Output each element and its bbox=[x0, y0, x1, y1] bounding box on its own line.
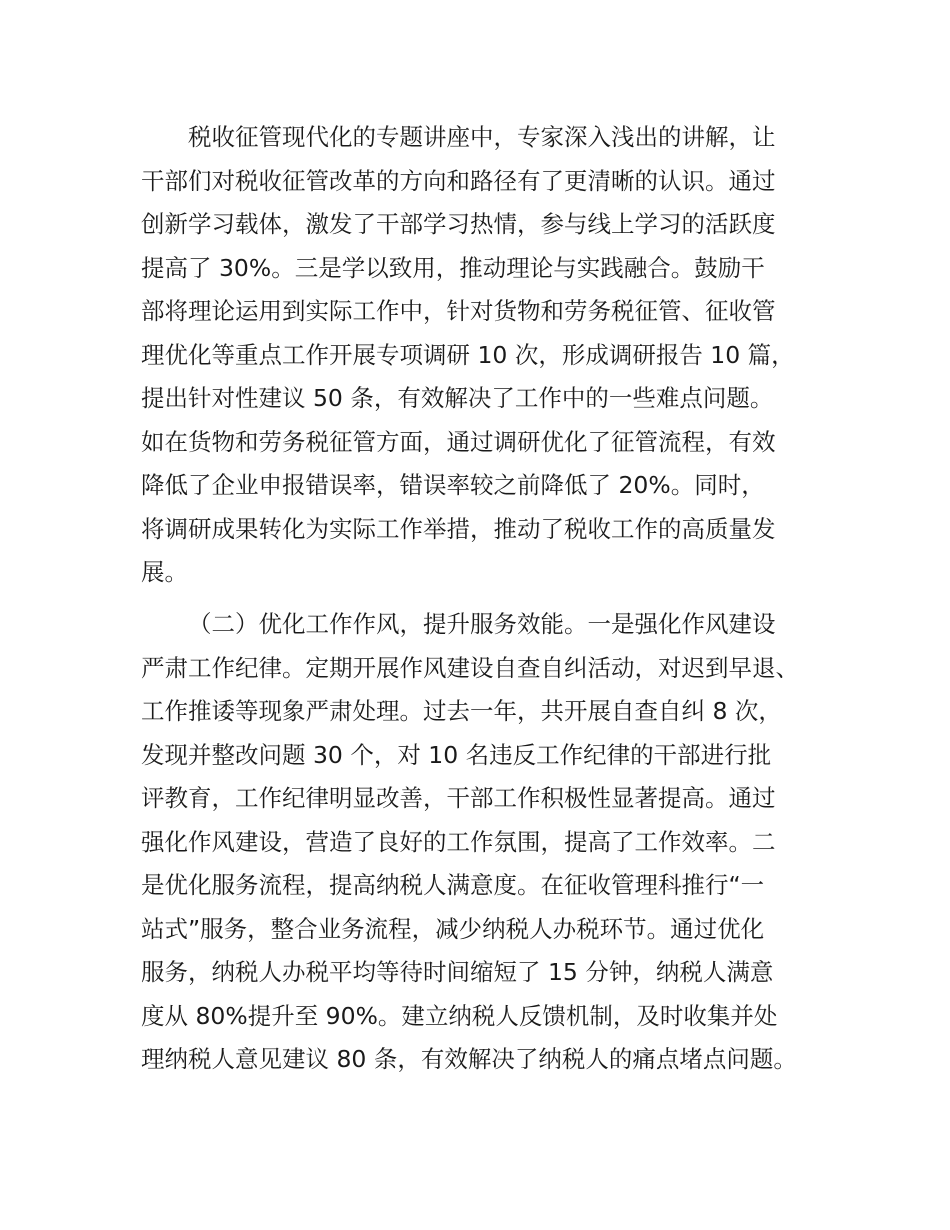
paragraph-line: 理纳税人意见建议 80 条，有效解决了纳税人的痛点堵点问题。 bbox=[141, 1045, 797, 1073]
paragraph-line: 工作推诿等现象严肃处理。过去一年，共开展自查自纠 8 次， bbox=[141, 697, 782, 725]
paragraph-line: （二）优化工作作风，提升服务效能。一是强化作风建设 bbox=[188, 610, 776, 638]
paragraph-work-style bbox=[141, 603, 841, 1082]
paragraph-line: 服务，纳税人办税平均等待时间缩短了 15 分钟，纳税人满意 bbox=[141, 958, 774, 986]
paragraph-line: 发现并整改问题 30 个，对 10 名违反工作纪律的干部进行批 bbox=[141, 740, 772, 769]
paragraph-line: 如在货物和劳务税征管方面，通过调研优化了征管流程，有效 bbox=[141, 427, 776, 456]
paragraph-line: 展。 bbox=[141, 558, 188, 586]
paragraph-line: 税收征管现代化的专题讲座中，专家深入浅出的讲解，让 bbox=[188, 123, 776, 151]
paragraph-line: 将调研成果转化为实际工作举措，推动了税收工作的高质量发 bbox=[141, 514, 776, 543]
paragraph-line: 降低了企业申报错误率，错误率较之前降低了 20%。同时， bbox=[141, 471, 765, 499]
paragraph-line: 提高了 30%。三是学以致用，推动理论与实践融合。鼓励干 bbox=[141, 253, 765, 282]
paragraph-line: 严肃工作纪律。定期开展作风建设自查自纠活动，对迟到早退、 bbox=[141, 653, 799, 682]
paragraph-line: 创新学习载体，激发了干部学习热情，参与线上学习的活跃度 bbox=[141, 210, 776, 238]
paragraph-line: 提出针对性建议 50 条，有效解决了工作中的一些难点问题。 bbox=[141, 384, 774, 412]
paragraph-line: 干部们对税收征管改革的方向和路径有了更清晰的认识。通过 bbox=[141, 166, 776, 195]
paragraph-line: 强化作风建设，营造了良好的工作氛围，提高了工作效率。二 bbox=[141, 827, 776, 856]
paragraph-line: 站式”服务，整合业务流程，减少纳税人办税环节。通过优化 bbox=[141, 914, 765, 943]
paragraph-line: 度从 80%提升至 90%。建立纳税人反馈机制，及时收集并处 bbox=[141, 1001, 778, 1030]
paragraph-line: 部将理论运用到实际工作中，针对货物和劳务税征管、征收管 bbox=[141, 297, 776, 325]
paragraph-line: 评教育，工作纪律明显改善，干部工作积极性显著提高。通过 bbox=[141, 784, 776, 812]
paragraph-study-application bbox=[141, 116, 841, 595]
paragraph-line: 是优化服务流程，提高纳税人满意度。在征收管理科推行“一 bbox=[141, 871, 765, 899]
paragraph-line: 理优化等重点工作开展专项调研 10 次，形成调研报告 10 篇， bbox=[141, 340, 795, 369]
